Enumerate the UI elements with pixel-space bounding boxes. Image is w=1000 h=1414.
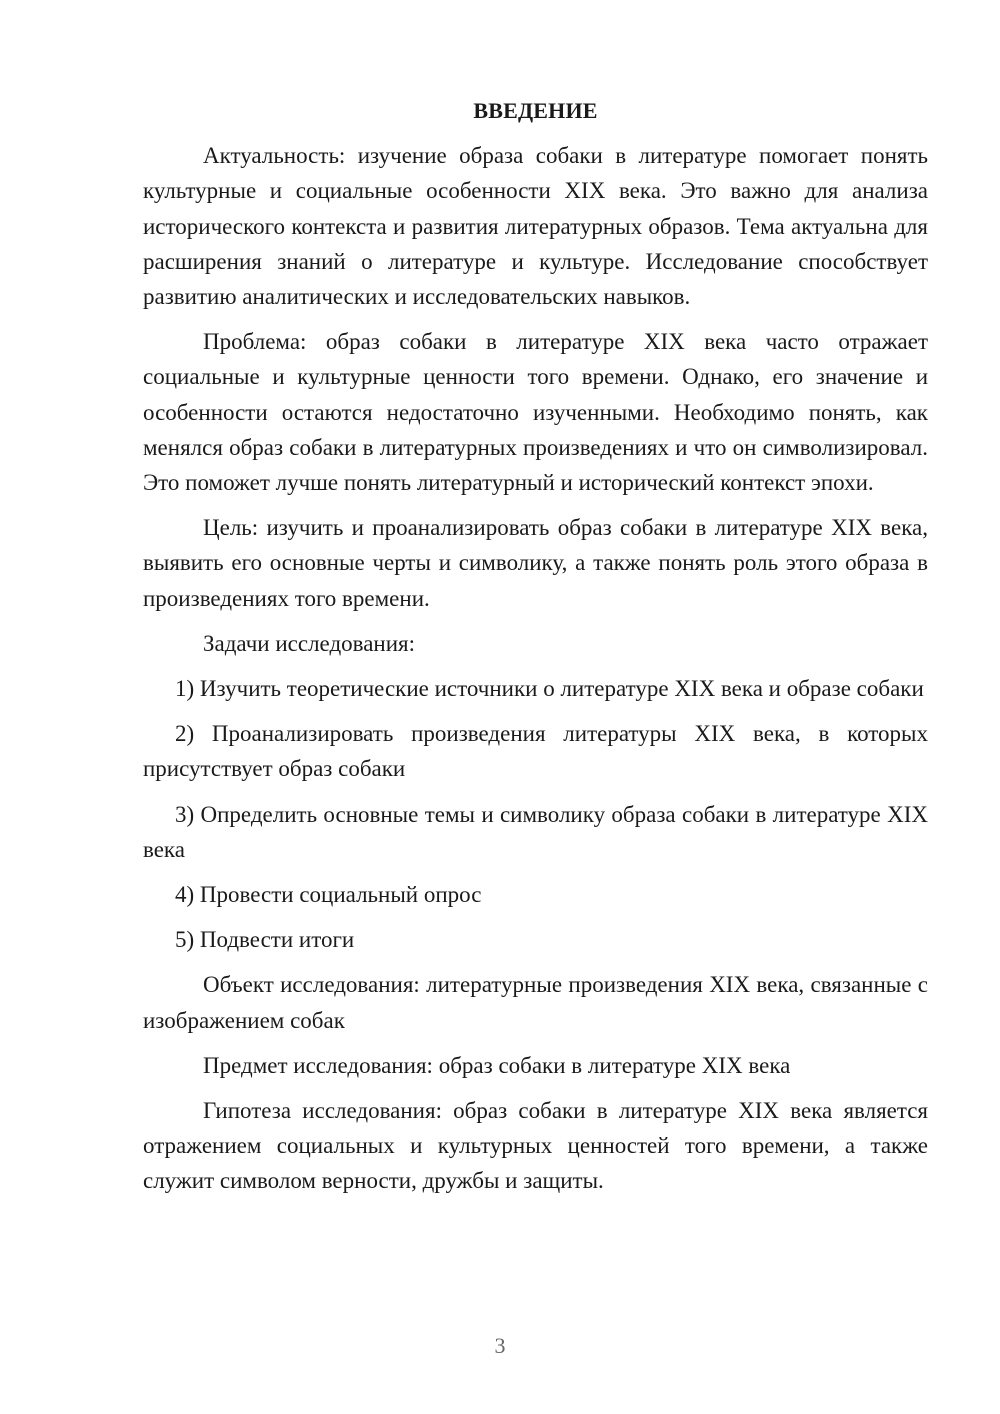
task-item-4: 4) Провести социальный опрос bbox=[175, 882, 482, 908]
subject-paragraph: Предмет исследования: образ собаки в литературе XIX века bbox=[203, 1052, 791, 1078]
tasks-heading: Задачи исследования: bbox=[203, 630, 416, 656]
relevance-paragraph: Актуальность: изучение образа собаки в литературе помогает понять культурные и социальные особенности XIX века. Это важно для анализа исторического контекста и развития литературных образов. Тема актуальна для расширения знаний о литературе и культуре. Исследование способствует развитию аналитических и исследовательских навыков. bbox=[143, 143, 928, 310]
task-item-1: 1) Изучить теоретические источники о литературе XIX века и образе собаки bbox=[175, 676, 924, 702]
page-title: ВВЕДЕНИЕ bbox=[473, 98, 598, 123]
task-item-5: 5) Подвести итоги bbox=[175, 927, 355, 953]
hypothesis-paragraph: Гипотеза исследования: образ собаки в литературе XIX века является отражением социальных и культурных ценностей того времени, а также служит символом верности, дружбы и защиты. bbox=[143, 1098, 928, 1194]
problem-paragraph: Проблема: образ собаки в литературе XIX века часто отражает социальные и культурные ценности того времени. Однако, его значение и особенности остаются недостаточно изученными. Необходимо понять, как менялся образ собаки в литературных произведениях и что он символизировал. Это поможет лучше понять литературный и исторический контекст эпохи. bbox=[143, 329, 928, 496]
document-page bbox=[143, 93, 928, 1209]
goal-paragraph: Цель: изучить и проанализировать образ собаки в литературе XIX века, выявить его основные черты и символику, а также понять роль этого образа в произведениях того времени. bbox=[143, 515, 928, 611]
task-item-2: 2) Проанализировать произведения литературы XIX века, в которых присутствует образ собаки bbox=[143, 721, 928, 782]
task-item-3: 3) Определить основные темы и символику образа собаки в литературе XIX века bbox=[143, 801, 928, 862]
page-number: 3 bbox=[494, 1333, 506, 1358]
object-paragraph: Объект исследования: литературные произведения XIX века, связанные с изображением собак bbox=[143, 972, 928, 1033]
